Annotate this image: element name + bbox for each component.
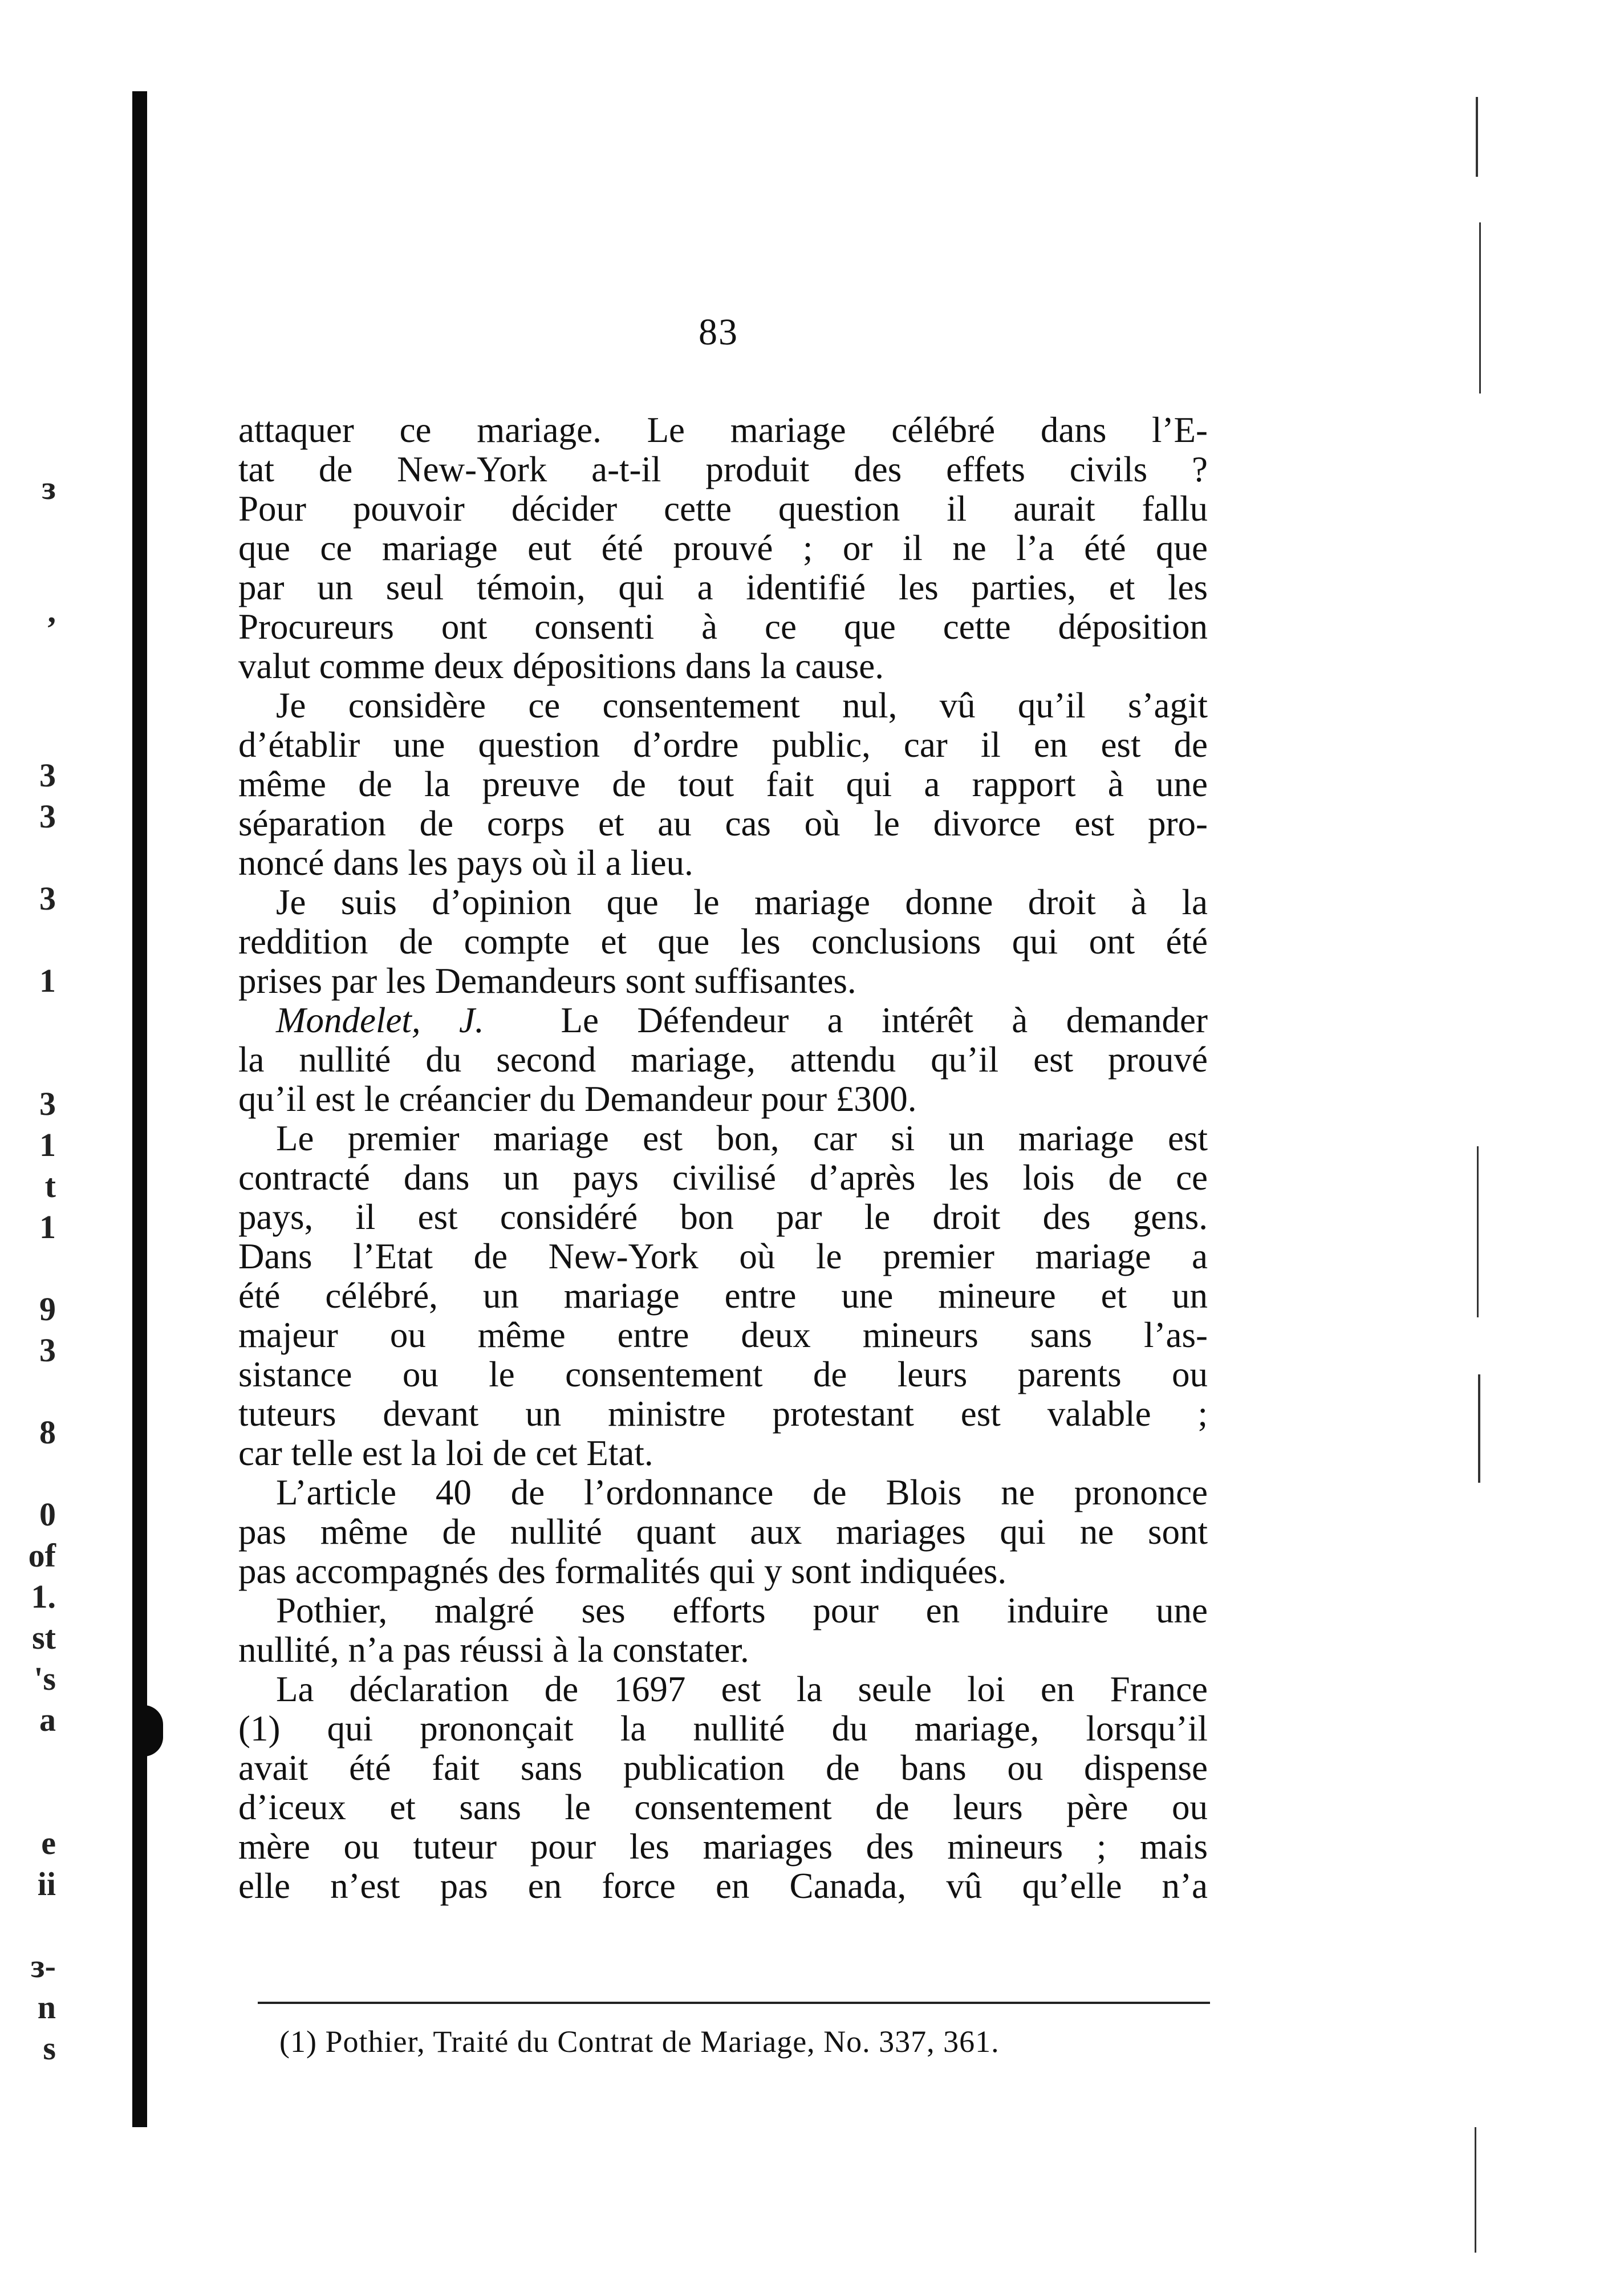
- text-line: [238, 1316, 1208, 1355]
- binding-notch: [144, 1705, 163, 1756]
- text-line: [238, 1237, 1208, 1276]
- line-text: contracté dans un pays civilisé d’après les lois de ce: [238, 1158, 1208, 1198]
- speaker-name: Mondelet, J.: [276, 1001, 484, 1040]
- text-line: [238, 1119, 1208, 1158]
- line-text: elle n’est pas en force en Canada, vû qu’elle n’a: [238, 1867, 1208, 1906]
- line-text: Dans l’Etat de New-York où le premier mariage a: [238, 1237, 1208, 1276]
- line-text: mère ou tuteur pour les mariages des mineurs ; mais: [238, 1827, 1208, 1867]
- gutter-bleed-text: ɜ , 3 3 3 1 3 1 t 1 9 3 8 0 of 1. st 's a e ii ɜ- n s: [28, 469, 56, 2067]
- line-text: sistance ou le consentement de leurs parents ou: [238, 1355, 1208, 1394]
- line-text: noncé dans les pays où il a lieu.: [238, 843, 693, 883]
- text-line: [238, 686, 1208, 725]
- text-line: [238, 1198, 1208, 1237]
- line-text: attaquer ce mariage. Le mariage célébré dans l’E-: [238, 411, 1208, 450]
- line-text: que ce mariage eut été prouvé ; or il ne l’a été que: [238, 529, 1208, 568]
- text-line: [238, 1080, 1208, 1119]
- text-line: [238, 922, 1208, 961]
- line-text: par un seul témoin, qui a identifié les parties, et les: [238, 568, 1208, 607]
- text-line: [238, 883, 1208, 922]
- text-line: [238, 1552, 1208, 1591]
- text-line: [238, 1434, 1208, 1473]
- page-number: 83: [699, 311, 738, 353]
- line-text: Pour pouvoir décider cette question il aurait fallu: [238, 489, 1208, 529]
- line-text: La déclaration de 1697 est la seule loi en France: [276, 1670, 1208, 1709]
- text-line: [238, 725, 1208, 765]
- line-text: pas accompagnés des formalités qui y sont indiquées.: [238, 1552, 1007, 1591]
- text-line: [238, 1158, 1208, 1198]
- line-text: été célébré, un mariage entre une mineure et un: [238, 1276, 1208, 1316]
- line-text: Procureurs ont consenti à ce que cette déposition: [238, 607, 1208, 647]
- line-text: prises par les Demandeurs sont suffisantes.: [238, 961, 856, 1001]
- line-text: car telle est la loi de cet Etat.: [238, 1434, 653, 1473]
- line-text: d’iceux et sans le consentement de leurs père ou: [238, 1788, 1208, 1827]
- text-line: [238, 647, 1208, 686]
- text-line: [238, 529, 1208, 568]
- text-line: [238, 1591, 1208, 1630]
- text-line: [238, 1827, 1208, 1867]
- text-line: [238, 1748, 1208, 1788]
- text-line: [238, 489, 1208, 529]
- line-text: valut comme deux dépositions dans la cause.: [238, 647, 884, 686]
- text-line: [238, 607, 1208, 647]
- right-edge-marks: [1465, 97, 1488, 2207]
- text-line: [238, 1788, 1208, 1827]
- line-text: (1) qui prononçait la nullité du mariage, lorsqu’il: [238, 1709, 1208, 1748]
- footnote: (1) Pothier, Traité du Contrat de Mariage, No. 337, 361.: [279, 2025, 1000, 2059]
- text-line: [238, 1630, 1208, 1670]
- line-text: nullité, n’a pas réussi à la constater.: [238, 1630, 749, 1670]
- line-text: d’établir une question d’ordre public, car il en est de: [238, 725, 1208, 765]
- text-line: [238, 1709, 1208, 1748]
- footnote-rule: [258, 2002, 1210, 2004]
- text-line: [238, 1276, 1208, 1316]
- line-text: reddition de compte et que les conclusions qui ont été: [238, 922, 1208, 961]
- line-text: qu’il est le créancier du Demandeur pour £300.: [238, 1080, 917, 1119]
- text-line: [238, 1473, 1208, 1512]
- line-text: Je suis d’opinion que le mariage donne droit à la: [276, 883, 1208, 922]
- line-text: Le Défendeur a intérêt à demander: [561, 1001, 1208, 1040]
- text-line: [238, 411, 1208, 450]
- text-line: [238, 1867, 1208, 1906]
- line-text: tuteurs devant un ministre protestant est valable ;: [238, 1394, 1208, 1434]
- text-line: [238, 843, 1208, 883]
- line-text: tat de New-York a-t-il produit des effets civils ?: [238, 450, 1208, 489]
- text-line: [238, 765, 1208, 804]
- line-text: séparation de corps et au cas où le divorce est pro-: [238, 804, 1208, 843]
- text-line: [238, 1001, 1208, 1040]
- body-text: [238, 411, 1208, 1906]
- line-text: Pothier, malgré ses efforts pour en induire une: [276, 1591, 1208, 1630]
- text-line: [238, 961, 1208, 1001]
- text-line: [238, 568, 1208, 607]
- line-text: même de la preuve de tout fait qui a rapport à une: [238, 765, 1208, 804]
- line-text: L’article 40 de l’ordonnance de Blois ne prononce: [276, 1473, 1208, 1512]
- line-text: pays, il est considéré bon par le droit des gens.: [238, 1198, 1208, 1237]
- line-text: majeur ou même entre deux mineurs sans l’as-: [238, 1316, 1208, 1355]
- line-text: Le premier mariage est bon, car si un mariage est: [276, 1119, 1208, 1158]
- text-line: [238, 1670, 1208, 1709]
- line-text: avait été fait sans publication de bans ou dispense: [238, 1748, 1208, 1788]
- text-line: [238, 804, 1208, 843]
- text-line: [238, 1512, 1208, 1552]
- line-text: Je considère ce consentement nul, vû qu’il s’agit: [276, 686, 1208, 725]
- line-text: la nullité du second mariage, attendu qu’il est prouvé: [238, 1040, 1208, 1080]
- text-line: [238, 1355, 1208, 1394]
- text-line: [238, 1040, 1208, 1080]
- binding-shadow: [132, 91, 147, 2127]
- text-line: [238, 450, 1208, 489]
- line-text: pas même de nullité quant aux mariages qui ne sont: [238, 1512, 1208, 1552]
- text-line: [238, 1394, 1208, 1434]
